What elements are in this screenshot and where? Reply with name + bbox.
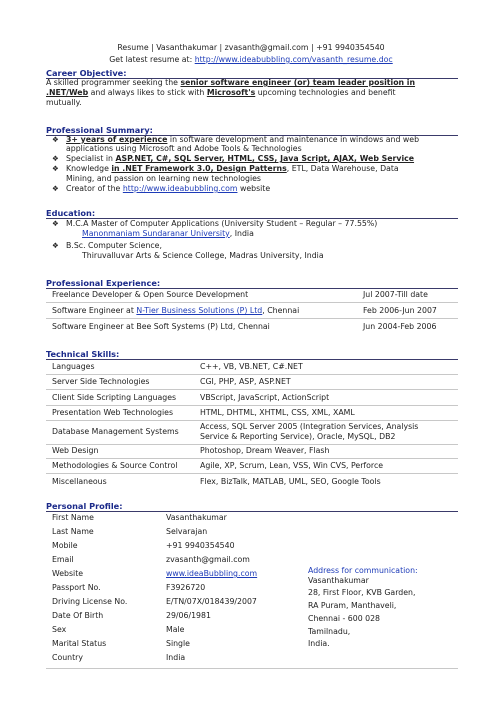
address-line: 28, First Floor, KVB Garden, <box>308 588 416 597</box>
section-divider <box>46 288 458 289</box>
career-text-1: A skilled programmer seeking the <box>46 78 181 87</box>
profile-website-link[interactable]: www.ideaBubbling.com <box>166 569 258 578</box>
career-dotnet: .NET/Web <box>46 88 89 97</box>
summary-knowledge: in .NET Framework 3.0, Design Patterns <box>111 164 287 173</box>
experience-role-text: Software Engineer at <box>52 306 137 315</box>
personal-profile-heading: Personal Profile: <box>46 501 123 511</box>
skill-category: Client Side Scripting Languages <box>52 393 177 402</box>
resume-link-prefix: Get latest resume at: <box>109 55 195 64</box>
skill-category: Miscellaneous <box>52 477 107 486</box>
experience-dates: Jun 2004-Feb 2006 <box>363 322 437 331</box>
summary-item-2 <box>66 154 414 164</box>
row-divider <box>46 405 458 406</box>
career-text-2: and always likes to stick with <box>88 88 207 97</box>
profile-value: 29/06/1981 <box>166 611 211 620</box>
education-item-1: M.C.A Master of Computer Applications (University Student – Regular – 77.55%) <box>66 219 378 228</box>
skill-value: Photoshop, Dream Weaver, Flash <box>200 446 330 455</box>
row-divider <box>46 302 458 303</box>
profile-value: Male <box>166 625 185 634</box>
header-contact-line: Resume | Vasanthakumar | zvasanth@gmail.com | +91 9940354540 <box>117 43 385 52</box>
row-divider <box>46 318 458 319</box>
skill-category: Languages <box>52 362 95 371</box>
education-item-1-line2 <box>82 229 254 239</box>
website-link[interactable]: http://www.ideabubbling.com <box>122 184 238 193</box>
experience-dates: Jul 2007-Till date <box>363 290 428 299</box>
profile-label: Marital Status <box>52 639 107 648</box>
summary-specialties: ASP.NET, C#, SQL Server, HTML, CSS, Java Script, AJAX, Web Service <box>115 154 415 163</box>
career-text-3: upcoming technologies and benefit <box>255 88 396 97</box>
profile-value: F3926720 <box>166 583 206 592</box>
profile-label: First Name <box>52 513 94 522</box>
bullet-icon: ❖ <box>52 219 59 228</box>
bullet-icon: ❖ <box>52 164 59 173</box>
profile-label: Passport No. <box>52 583 101 592</box>
profile-label: Last Name <box>52 527 94 536</box>
summary-item-4-tail: website <box>237 184 271 193</box>
skill-value: VBScript, JavaScript, ActionScript <box>200 393 330 402</box>
education-item-1-tail: , India <box>229 229 254 238</box>
skill-value: Flex, BizTalk, MATLAB, UML, SEO, Google Tools <box>200 477 381 486</box>
profile-label: Driving License No. <box>52 597 128 606</box>
profile-label: Country <box>52 653 83 662</box>
summary-item-4-text: Creator of the <box>66 184 123 193</box>
footer-rule <box>46 668 458 669</box>
experience-heading: Professional Experience: <box>46 278 161 288</box>
experience-role: Software Engineer at Bee Soft Systems (P) Ltd, Chennai <box>52 322 270 331</box>
bullet-icon: ❖ <box>52 184 59 193</box>
row-divider <box>46 389 458 390</box>
section-divider <box>46 511 458 512</box>
row-divider <box>46 444 458 445</box>
skill-category: Methodologies & Source Control <box>52 461 178 470</box>
bullet-icon: ❖ <box>52 135 59 144</box>
summary-item-4 <box>66 184 270 194</box>
summary-item-3 <box>66 164 399 174</box>
section-divider <box>46 359 458 360</box>
university-link[interactable]: Manonmaniam Sundaranar University <box>82 229 230 238</box>
career-objective-heading: Career Objective: <box>46 68 127 78</box>
profile-value: Vasanthakumar <box>166 513 227 522</box>
company-link[interactable]: N-Tier Business Solutions (P) Ltd <box>136 306 263 315</box>
bullet-icon: ❖ <box>52 241 59 250</box>
education-item-2: B.Sc. Computer Science, <box>66 241 162 250</box>
experience-dates: Feb 2006-Jun 2007 <box>363 306 437 315</box>
profile-value: +91 9940354540 <box>166 541 235 550</box>
skill-value: HTML, DHTML, XHTML, CSS, XML, XAML <box>200 408 355 417</box>
row-divider <box>46 473 458 474</box>
experience-role-tail: , Chennai <box>262 306 300 315</box>
skill-category: Presentation Web Technologies <box>52 408 174 417</box>
skill-value: Access, SQL Server 2005 (Integration Services, Analysis <box>200 422 419 431</box>
row-divider <box>46 420 458 421</box>
profile-value: India <box>166 653 186 662</box>
skill-value: CGI, PHP, ASP, ASP.NET <box>200 377 291 386</box>
address-line: Tamilnadu, <box>308 627 351 636</box>
address-line: RA Puram, Manthaveli, <box>308 601 397 610</box>
profile-value: Single <box>166 639 190 648</box>
summary-item-3-text: Knowledge <box>66 164 112 173</box>
row-divider <box>46 458 458 459</box>
skill-value: C++, VB, VB.NET, C#.NET <box>200 362 303 371</box>
bullet-icon: ❖ <box>52 154 59 163</box>
resume-download-link[interactable]: http://www.ideabubbling.com/vasanth_resume.doc <box>194 55 393 64</box>
summary-item-1-line2: applications using Microsoft and Adobe Tools & Technologies <box>66 144 302 153</box>
profile-label: Mobile <box>52 541 78 550</box>
career-objective-line3: mutually. <box>46 98 82 107</box>
profile-label: Date Of Birth <box>52 611 104 620</box>
address-line: Vasanthakumar <box>308 576 369 585</box>
skill-category: Database Management Systems <box>52 427 179 436</box>
summary-item-3-line2: Mining, and passion on learning new technologies <box>66 174 261 183</box>
skill-value: Agile, XP, Scrum, Lean, VSS, Win CVS, Perforce <box>200 461 384 470</box>
profile-value: zvasanth@gmail.com <box>166 555 250 564</box>
profile-label: Email <box>52 555 74 564</box>
summary-experience: 3+ years of experience <box>66 135 168 144</box>
professional-summary-heading: Professional Summary: <box>46 125 153 135</box>
technical-skills-heading: Technical Skills: <box>46 349 120 359</box>
profile-label: Sex <box>52 625 67 634</box>
experience-role <box>52 306 299 316</box>
address-line: India. <box>308 639 330 648</box>
profile-value: E/TN/07X/018439/2007 <box>166 597 257 606</box>
address-line: Chennai - 600 028 <box>308 614 381 623</box>
experience-role: Freelance Developer & Open Source Development <box>52 290 249 299</box>
row-divider <box>46 374 458 375</box>
header-resume-line <box>0 55 502 64</box>
profile-value: Selvarajan <box>166 527 208 536</box>
profile-label: Website <box>52 569 84 578</box>
career-position: senior software engineer (or) team leader position in <box>180 78 416 87</box>
career-objective-line2 <box>46 88 396 98</box>
address-heading: Address for communication: <box>308 566 418 575</box>
career-microsoft: Microsoft's <box>206 88 256 97</box>
education-heading: Education: <box>46 208 96 218</box>
skill-category: Server Side Technologies <box>52 377 150 386</box>
skill-category: Web Design <box>52 446 99 455</box>
summary-item-3-tail: , ETL, Data Warehouse, Data <box>286 164 399 173</box>
summary-item-2-text: Specialist in <box>66 154 116 163</box>
education-item-2-line2: Thiruvalluvar Arts & Science College, Madras University, India <box>82 251 324 260</box>
summary-item-1-text: in software development and maintenance in windows and web <box>167 135 420 144</box>
career-objective-line1 <box>46 78 415 88</box>
skill-value-line2: Service & Reporting Service), Oracle, MySQL, DB2 <box>200 432 396 441</box>
